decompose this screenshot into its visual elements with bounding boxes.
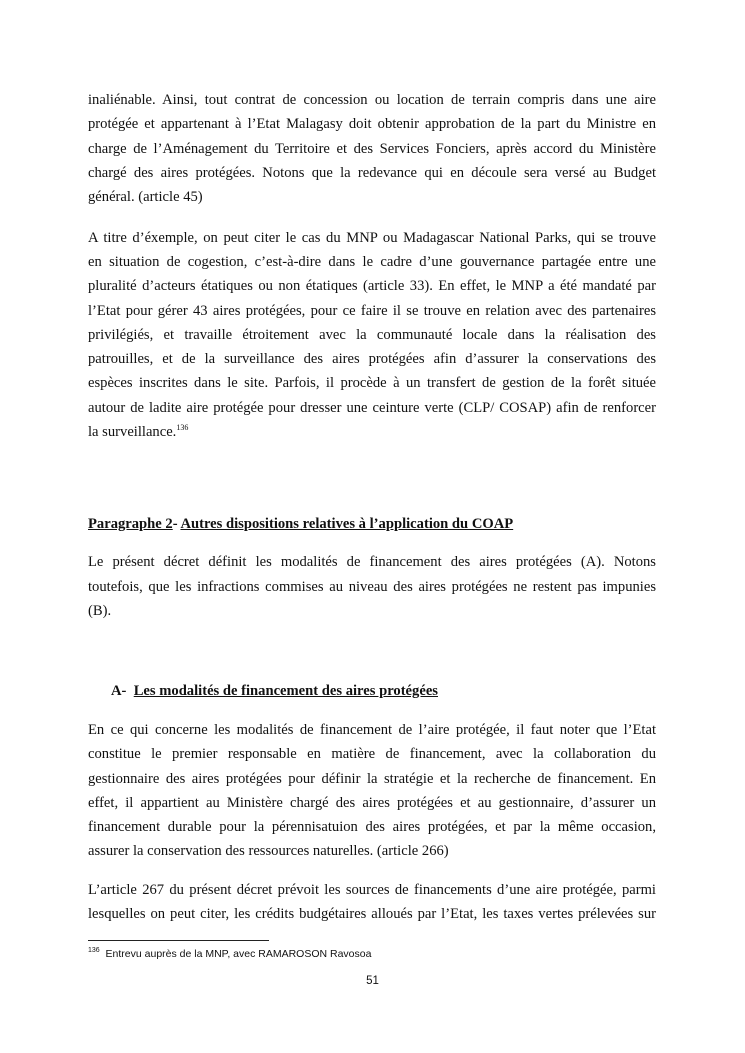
line-text: financement durable pour la pérennisatuion des aires protégées, et par la même occasion, — [88, 819, 656, 835]
text-line — [88, 745, 656, 763]
text-line — [88, 399, 656, 417]
line-text: assurer la conservation des ressources naturelles. (article 266) — [88, 843, 449, 859]
text-line — [88, 818, 656, 836]
line-text: (B). — [88, 603, 112, 619]
line-text: charge de l’Aménagement du Territoire et des Services Fonciers, après accord du Ministère — [88, 141, 656, 157]
line-text: l’Etat pour gérer 43 aires protégées, pour ce faire il se trouve en relation avec des partenaires — [88, 303, 656, 319]
heading-label: Paragraphe 2 — [88, 516, 173, 532]
line-text: la surveillance. — [88, 424, 177, 440]
text-line — [88, 188, 656, 206]
section-letter: A- — [111, 683, 127, 699]
text-line — [88, 140, 656, 158]
text-line — [88, 602, 656, 620]
line-text: patrouilles, et de la surveillance des aires protégées afin d’assurer la conservations des — [88, 351, 656, 367]
line-text: A titre d’éxemple, on peut citer le cas du MNP ou Madagascar National Parks, qui se trouve — [88, 230, 656, 246]
page-number: 51 — [366, 975, 379, 987]
text-line — [88, 794, 656, 812]
heading-title: Autres dispositions relatives à l’application du COAP — [180, 516, 514, 532]
line-text: pluralité d’acteurs étatiques ou non étatiques (article 33). En effet, le MNP a été mandaté par — [88, 278, 656, 294]
heading-separator: - — [172, 516, 178, 532]
footnote — [88, 948, 371, 960]
line-text: chargé des aires protégées. Notons que la redevance qui en découle sera versé au Budget — [88, 165, 656, 181]
text-line — [88, 374, 656, 392]
text-line — [88, 553, 656, 571]
line-text: Le présent décret définit les modalités de financement des aires protégées (A). Notons — [88, 554, 656, 570]
line-text: général. (article 45) — [88, 189, 203, 205]
line-text: en situation de cogestion, c’est-à-dire dans le cadre d’une gouvernance partagée entre une — [88, 254, 656, 270]
line-text: protégée et appartenant à l’Etat Malagasy doit obtenir approbation de la part du Ministre en — [88, 116, 656, 132]
text-line — [88, 770, 656, 788]
line-text: privilégiés, et travaille étroitement avec la communauté locale dans la réalisation des — [88, 327, 656, 343]
section-title: Les modalités de financement des aires protégées — [133, 683, 438, 699]
line-text: autour de ladite aire protégée pour dresser une ceinture verte (CLP/ COSAP) afin de renforcer — [88, 400, 656, 416]
text-line — [88, 881, 656, 899]
text-line — [88, 578, 656, 596]
footnote-number: 136 — [88, 947, 100, 954]
text-line — [88, 229, 656, 247]
text-line — [88, 164, 656, 182]
text-line — [88, 423, 656, 441]
line-text: espèces inscrites dans le site. Parfois, il procède à un transfert de gestion de la forêt située — [88, 375, 656, 391]
line-text: L’article 267 du présent décret prévoit les sources de financements d’une aire protégée, parmi — [88, 882, 656, 898]
footnote-reference[interactable]: 136 — [176, 423, 189, 432]
line-text: gestionnaire des aires protégées pour définir la stratégie et la recherche de financement. En — [88, 771, 656, 787]
text-line — [88, 721, 656, 739]
section-heading — [111, 682, 679, 700]
text-line — [88, 350, 656, 368]
text-line — [88, 326, 656, 344]
text-line — [88, 302, 656, 320]
line-text: lesquelles on peut citer, les crédits budgétaires alloués par l’Etat, les taxes vertes prélevées sur — [88, 906, 656, 922]
line-text: toutefois, que les infractions commises au niveau des aires protégées ne restent pas impunies — [88, 579, 656, 595]
text-line — [88, 91, 656, 109]
line-text: En ce qui concerne les modalités de financement de l’aire protégée, il faut noter que l’Etat — [88, 722, 656, 738]
paragraph-heading — [88, 515, 656, 533]
text-line — [88, 277, 656, 295]
text-line — [88, 115, 656, 133]
footnote-separator — [88, 940, 269, 941]
text-line — [88, 253, 656, 271]
line-text: effet, il appartient au Ministère chargé des aires protégées et au gestionnaire, d’assurer un — [88, 795, 656, 811]
line-text: inaliénable. Ainsi, tout contrat de concession ou location de terrain compris dans une aire — [88, 92, 656, 108]
footnote-text: Entrevu auprès de la MNP, avec RAMAROSON Ravosoa — [105, 948, 372, 960]
text-line — [88, 905, 656, 923]
text-line — [88, 842, 656, 860]
line-text: constitue le premier responsable en matière de financement, avec la collaboration du — [88, 746, 656, 762]
